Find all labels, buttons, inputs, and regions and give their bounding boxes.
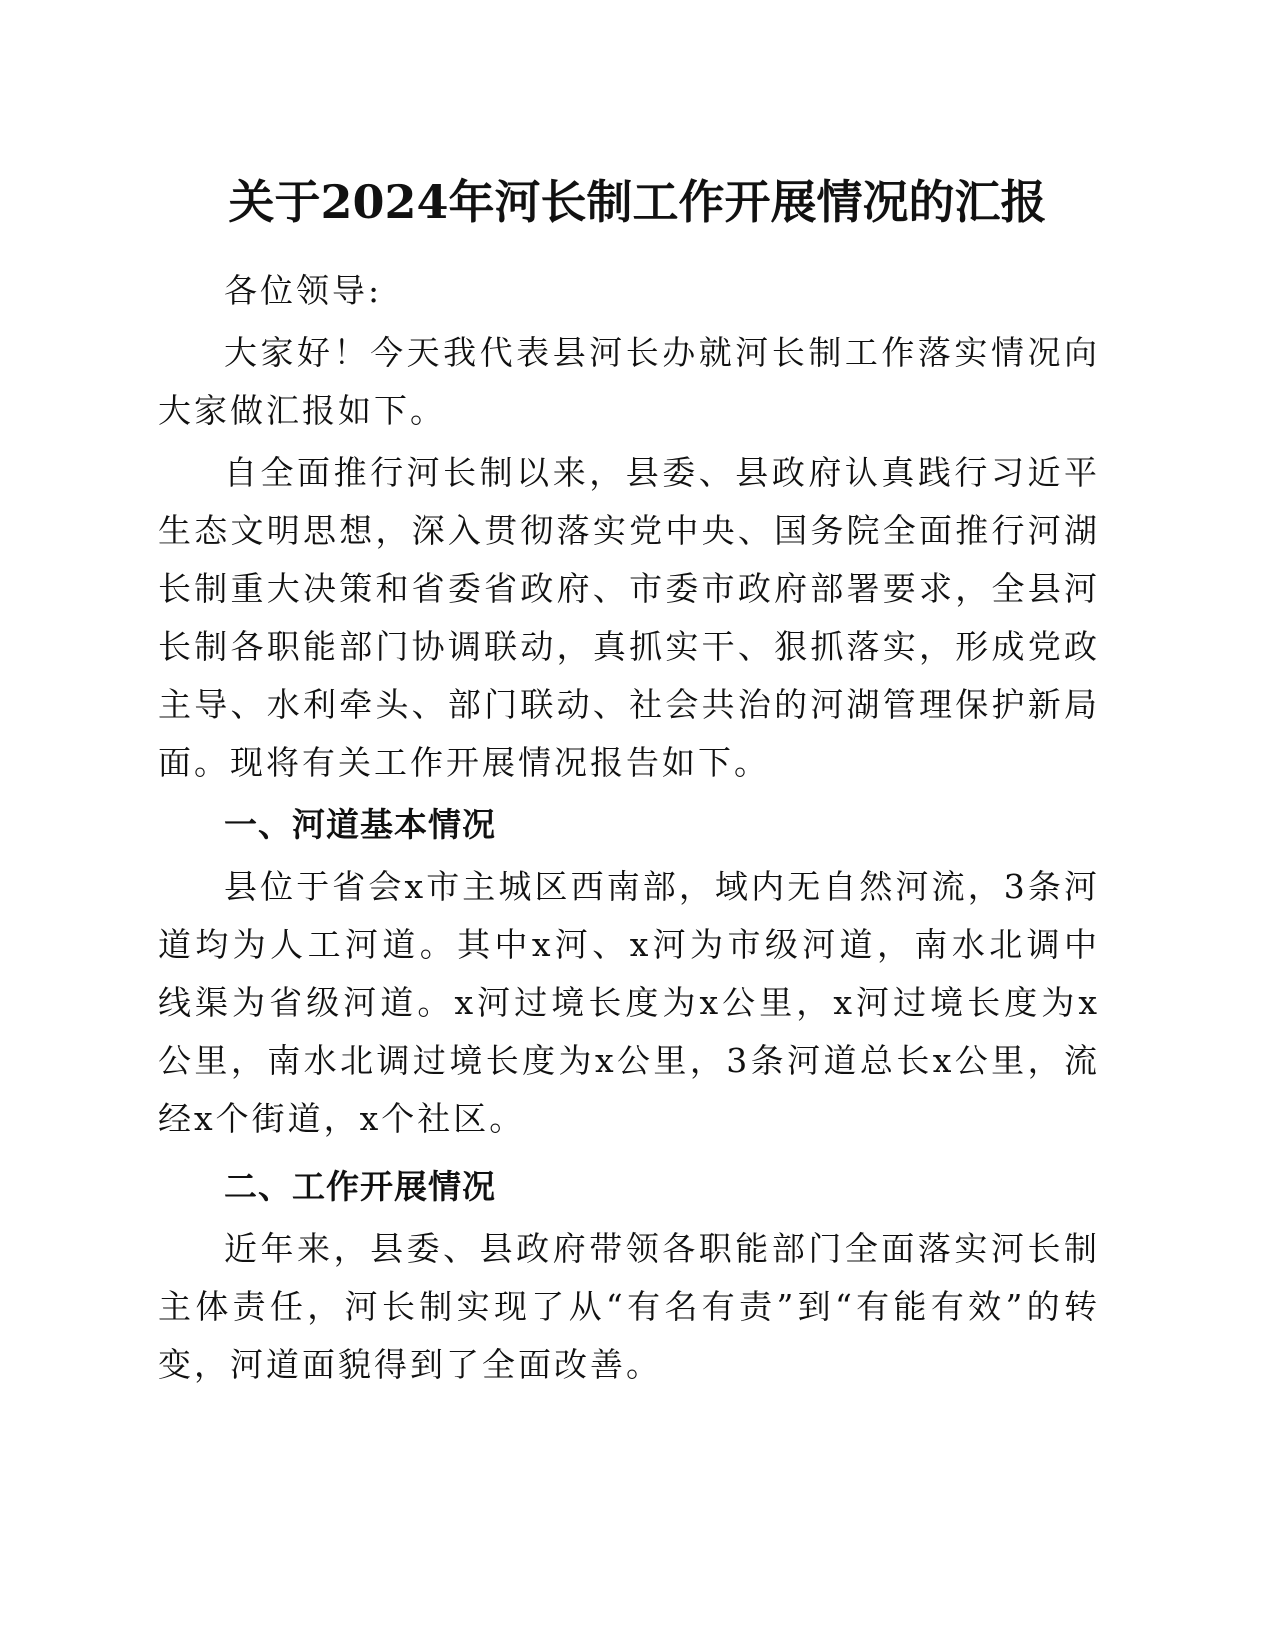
document-body (158, 262, 1100, 1394)
salutation: 各位领导: (224, 271, 383, 310)
greeting-paragraph: 大家好！今天我代表县河长办就河长制工作落实情况向大家做汇报如下。 (158, 333, 1100, 430)
section-1-heading: 一、河道基本情况 (224, 805, 496, 844)
section-1-body: 县位于省会x市主城区西南部，域内无自然河流，3条河道均为人工河道。其中x河、x河为市级河道，南水北调中线渠为省级河道。x河过境长度为x公里，x河过境长度为x公里，南水北调过境长度为x公里，3条河道总长x公里，流经x个街道，x个社区。 (158, 867, 1100, 1138)
intro-paragraph: 自全面推行河长制以来，县委、县政府认真践行习近平生态文明思想，深入贯彻落实党中央、国务院全面推行河湖长制重大决策和省委省政府、市委市政府部署要求，全县河长制各职能部门协调联动，真抓实干、狠抓落实，形成党政主导、水利牵头、部门联动、社会共治的河湖管理保护新局面。现将有关工作开展情况报告如下。 (158, 453, 1100, 782)
document-title: 关于2024年河长制工作开展情况的汇报 (228, 175, 1047, 229)
section-2-heading: 二、工作开展情况 (224, 1167, 496, 1206)
section-2-body: 近年来，县委、县政府带领各职能部门全面落实河长制主体责任，河长制实现了从“有名有责”到“有能有效”的转变，河道面貌得到了全面改善。 (158, 1229, 1100, 1384)
